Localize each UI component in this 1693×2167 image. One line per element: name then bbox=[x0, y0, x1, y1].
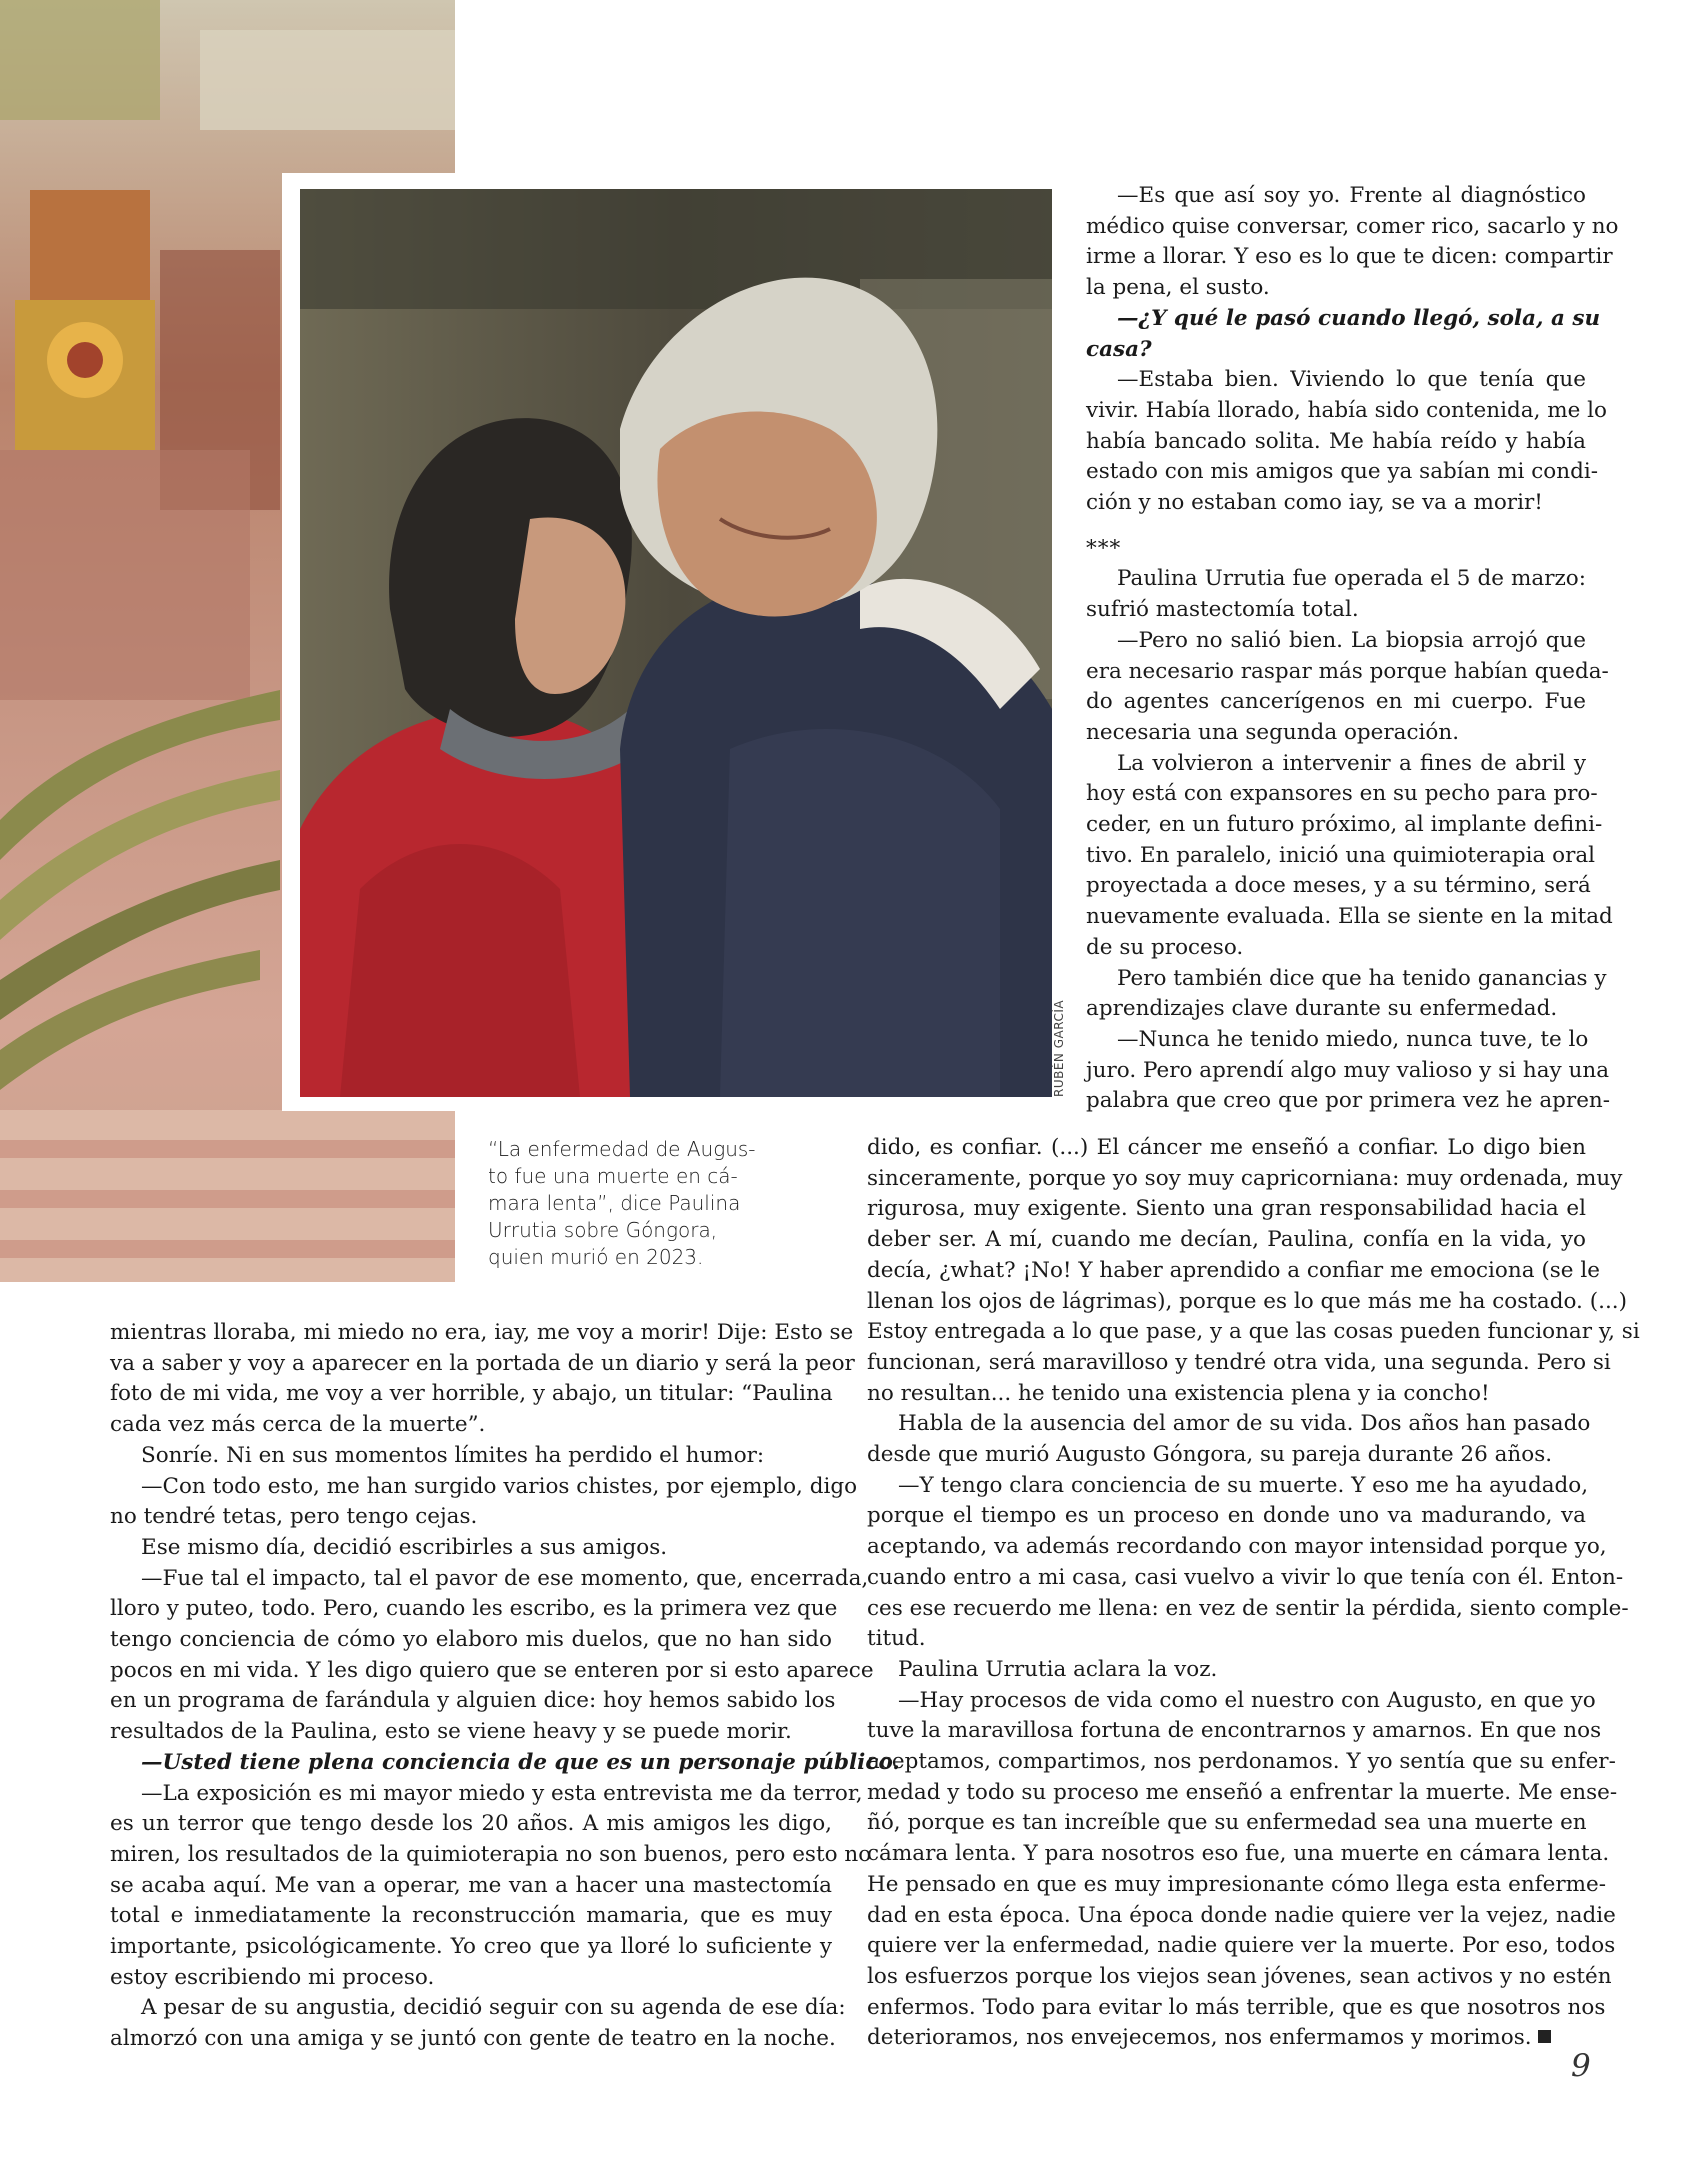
text-line: proyectada a doce meses, y a su término, será bbox=[1086, 873, 1591, 899]
text-line: tengo conciencia de cómo yo elaboro mis duelos, que no han sido bbox=[110, 1627, 832, 1653]
text-line: Ese mismo día, decidió escribirles a sus amigos. bbox=[141, 1534, 668, 1560]
text-line: medad y todo su proceso me enseñó a enfrentar la muerte. Me ense- bbox=[867, 1779, 1618, 1805]
text-line: cuando entro a mi casa, casi vuelvo a vivir lo que tenía con él. Enton- bbox=[867, 1564, 1624, 1590]
text-line: tuve la maravillosa fortuna de encontrarnos y amarnos. En que nos bbox=[867, 1718, 1602, 1744]
text-line: almorzó con una amiga y se juntó con gente de teatro en la noche. bbox=[110, 2026, 836, 2052]
caption-line: “La enfermedad de Augus- bbox=[488, 1137, 756, 1161]
text-line: enfermos. Todo para evitar lo más terrible, que es que nosotros nos bbox=[867, 1994, 1606, 2020]
text-line: porque el tiempo es un proceso en donde uno va madurando, va bbox=[867, 1503, 1586, 1529]
text-line: A pesar de su angustia, decidió seguir con su agenda de ese día: bbox=[141, 1995, 846, 2021]
text-line: palabra que creo que por primera vez he apren- bbox=[1086, 1088, 1611, 1114]
question-line: —Usted tiene plena conciencia de que es un personaje público. bbox=[141, 1749, 900, 1775]
text-line: es un terror que tengo desde los 20 años. A mis amigos les digo, bbox=[110, 1811, 832, 1837]
text-line: ción y no estaban como iay, se va a morir! bbox=[1086, 490, 1543, 516]
text-line: miren, los resultados de la quimioterapia no son buenos, pero esto no bbox=[110, 1841, 872, 1867]
text-line: lloro y puteo, todo. Pero, cuando les escribo, es la primera vez que bbox=[110, 1596, 838, 1622]
text-line: —Es que así soy yo. Frente al diagnóstico bbox=[1117, 183, 1586, 208]
text-line: en un programa de farándula y alguien dice: hoy hemos sabido los bbox=[110, 1688, 836, 1714]
text-line: dido, es confiar. (...) El cáncer me enseñó a confiar. Lo digo bien bbox=[867, 1135, 1586, 1160]
text-line: aprendizajes clave durante su enfermedad. bbox=[1086, 996, 1558, 1022]
text-line: —Nunca he tenido miedo, nunca tuve, te lo bbox=[1117, 1026, 1589, 1052]
text-line: vivir. Había llorado, había sido contenida, me lo bbox=[1086, 397, 1607, 423]
text-line: rigurosa, muy exigente. Siento una gran responsabilidad hacia el bbox=[867, 1196, 1586, 1222]
text-line: aceptando, va además recordando con mayor intensidad porque yo, bbox=[867, 1534, 1607, 1560]
text-line: estoy escribiendo mi proceso. bbox=[110, 1964, 435, 1990]
text-line: —Y tengo clara conciencia de su muerte. Y eso me ha ayudado, bbox=[898, 1472, 1589, 1498]
text-line: Paulina Urrutia fue operada el 5 de marzo: bbox=[1117, 566, 1586, 592]
text-line: deber ser. A mí, cuando me decían, Paulina, confía en la vida, yo bbox=[867, 1227, 1586, 1253]
text-line: He pensado en que es muy impresionante cómo llega esta enferme- bbox=[867, 1871, 1606, 1897]
caption-line: mara lenta”, dice Paulina bbox=[488, 1191, 741, 1215]
text-line: había bancado solita. Me había reído y había bbox=[1086, 428, 1586, 454]
text-line: Sonríe. Ni en sus momentos límites ha perdido el humor: bbox=[141, 1442, 765, 1468]
text-line: Estoy entregada a lo que pase, y a que las cosas pueden funcionar y, si bbox=[867, 1319, 1640, 1345]
text-line: hoy está con expansores en su pecho para pro- bbox=[1086, 781, 1598, 807]
text-line: —Pero no salió bien. La biopsia arrojó que bbox=[1117, 627, 1586, 653]
text-line: ñó, porque es tan increíble que su enfermedad sea una muerte en bbox=[867, 1810, 1587, 1836]
text-line: pocos en mi vida. Y les digo quiero que se enteren por si esto aparece bbox=[110, 1657, 874, 1683]
text-line: médico quise conversar, comer rico, sacarlo y no bbox=[1086, 213, 1619, 239]
end-mark-icon bbox=[1538, 2030, 1551, 2043]
text-line: —Hay procesos de vida como el nuestro con Augusto, en que yo bbox=[898, 1687, 1596, 1713]
text-line: sufrió mastectomía total. bbox=[1086, 597, 1359, 623]
text-line: dad en esta época. Una época donde nadie quiere ver la vejez, nadie bbox=[867, 1902, 1616, 1928]
text-line: Pero también dice que ha tenido ganancias y bbox=[1117, 965, 1607, 991]
question-line: casa? bbox=[1086, 336, 1152, 362]
caption-line: Urrutia sobre Góngora, bbox=[488, 1218, 718, 1242]
text-line: La volvieron a intervenir a fines de abril y bbox=[1117, 750, 1586, 776]
text-line: tivo. En paralelo, inició una quimioterapia oral bbox=[1086, 842, 1596, 868]
text-line: foto de mi vida, me voy a ver horrible, y abajo, un titular: “Paulina bbox=[110, 1381, 833, 1407]
text-line: cámara lenta. Y para nosotros eso fue, una muerte en cámara lenta. bbox=[867, 1841, 1610, 1867]
text-line: ceder, en un futuro próximo, al implante defini- bbox=[1086, 812, 1603, 838]
text-line: ces ese recuerdo me llena: en vez de sentir la pérdida, siento comple- bbox=[867, 1595, 1629, 1621]
text-line: titud. bbox=[867, 1626, 926, 1652]
text-line: cada vez más cerca de la muerte”. bbox=[110, 1412, 486, 1438]
text-line: —Fue tal el impacto, tal el pavor de ese momento, que, encerrada, bbox=[141, 1565, 869, 1591]
text-line: juro. Pero aprendí algo muy valioso y si hay una bbox=[1086, 1057, 1610, 1083]
text-line: desde que murió Augusto Góngora, su pareja durante 26 años. bbox=[867, 1442, 1553, 1468]
caption-line: quien murió en 2023. bbox=[488, 1245, 704, 1269]
page-number: 9 bbox=[1571, 2048, 1591, 2084]
section-separator: *** bbox=[1086, 535, 1122, 561]
text-line: la pena, el susto. bbox=[1086, 275, 1270, 301]
text-line: mientras lloraba, mi miedo no era, iay, me voy a morir! Dije: Esto se bbox=[110, 1320, 854, 1345]
text-line: —Con todo esto, me han surgido varios chistes, por ejemplo, digo bbox=[141, 1473, 858, 1499]
text-line: importante, psicológicamente. Yo creo que ya lloré lo suficiente y bbox=[110, 1934, 832, 1960]
last-line-text: deterioramos, nos envejecemos, nos enfermamos y morimos. bbox=[867, 2025, 1532, 2051]
text-line: —Estaba bien. Viviendo lo que tenía que bbox=[1117, 367, 1586, 393]
text-line: sinceramente, porque yo soy muy capricorniana: muy ordenada, muy bbox=[867, 1165, 1623, 1191]
text-line: decía, ¿what? ¡No! Y haber aprendido a confiar me emociona (se le bbox=[867, 1257, 1600, 1283]
main-photo bbox=[300, 189, 1052, 1097]
text-line: los esfuerzos porque los viejos sean jóvenes, sean activos y no estén bbox=[867, 1963, 1612, 1989]
text-line: no resultan... he tenido una existencia plena y ia concho! bbox=[867, 1380, 1490, 1406]
text-line: era necesario raspar más porque habían queda- bbox=[1086, 658, 1609, 684]
photo-caption bbox=[488, 1136, 788, 1271]
text-line: —La exposición es mi mayor miedo y esta entrevista me da terror, bbox=[141, 1780, 863, 1806]
text-line: de su proceso. bbox=[1086, 934, 1244, 960]
last-text-line bbox=[867, 2023, 1586, 2054]
text-line: va a saber y voy a aparecer en la portada de un diario y será la peor bbox=[110, 1350, 855, 1376]
text-line: quiere ver la enfermedad, nadie quiere ver la muerte. Por eso, todos bbox=[867, 1933, 1616, 1959]
text-line: resultados de la Paulina, esto se viene heavy y se puede morir. bbox=[110, 1719, 792, 1745]
text-line: se acaba aquí. Me van a operar, me van a hacer una mastectomía bbox=[110, 1872, 832, 1898]
text-line: Habla de la ausencia del amor de su vida. Dos años han pasado bbox=[898, 1411, 1591, 1437]
photo-credit: RUBÉN GARCÍA bbox=[1052, 999, 1066, 1097]
right-column-top bbox=[1086, 181, 1619, 1117]
text-line: no tendré tetas, pero tengo cejas. bbox=[110, 1504, 478, 1530]
text-line: Paulina Urrutia aclara la voz. bbox=[898, 1656, 1218, 1682]
text-line: irme a llorar. Y eso es lo que te dicen: compartir bbox=[1086, 244, 1613, 270]
text-line: do agentes cancerígenos en mi cuerpo. Fue bbox=[1086, 689, 1586, 715]
text-line: aceptamos, compartimos, nos perdonamos. Y yo sentía que su enfer- bbox=[867, 1749, 1616, 1775]
text-line: estado con mis amigos que ya sabían mi condi- bbox=[1086, 459, 1599, 485]
right-column-bottom bbox=[867, 1133, 1640, 2054]
text-line: necesaria una segunda operación. bbox=[1086, 719, 1460, 745]
text-line: total e inmediatamente la reconstrucción mamaria, que es muy bbox=[110, 1903, 832, 1929]
text-line: llenan los ojos de lágrimas), porque es lo que más me ha costado. (...) bbox=[867, 1288, 1627, 1314]
text-line: funcionan, será maravilloso y tendré otra vida, una segunda. Pero si bbox=[867, 1349, 1611, 1375]
question-line: —¿Y qué le pasó cuando llegó, sola, a su bbox=[1117, 305, 1601, 331]
text-line: nuevamente evaluada. Ella se siente en la mitad bbox=[1086, 904, 1613, 930]
caption-line: to fue una muerte en cá- bbox=[488, 1164, 738, 1188]
